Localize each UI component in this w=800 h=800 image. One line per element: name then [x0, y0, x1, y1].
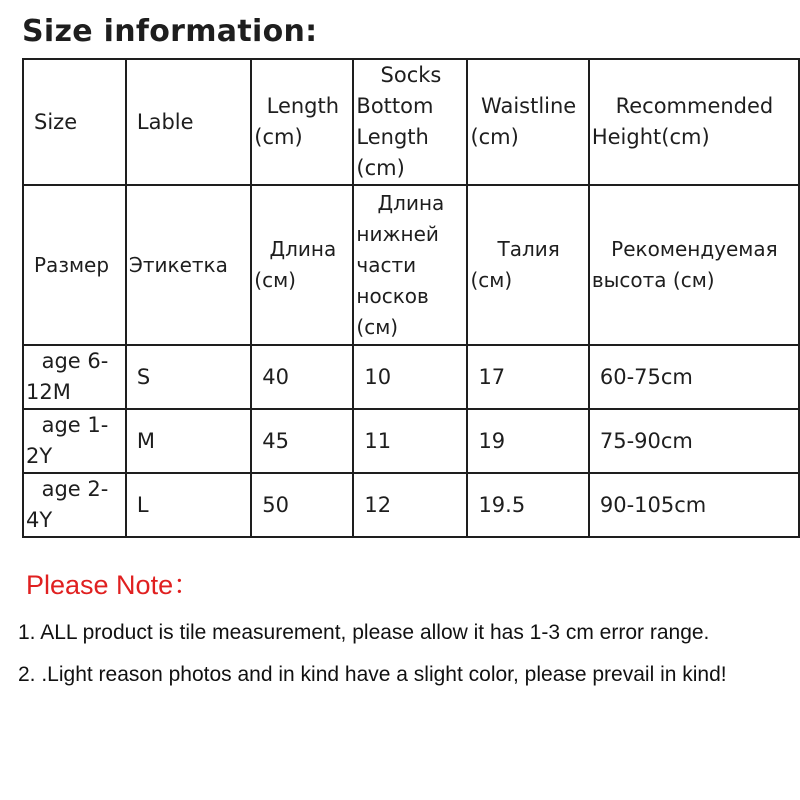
row-label: L [126, 473, 251, 537]
row-socks: 11 [353, 409, 467, 473]
note-title: Please Note： [26, 570, 201, 600]
table-row [23, 409, 799, 473]
row-waist: 19 [467, 409, 588, 473]
page-title: Size information: [22, 14, 318, 49]
header-ru-size [23, 185, 126, 345]
header-ru-socks-line: Длина [377, 190, 445, 215]
header-height [589, 59, 799, 185]
header-socks-line: (cm) [356, 156, 405, 180]
row-length: 45 [251, 409, 353, 473]
header-ru-size-text: Размер [34, 252, 110, 277]
header-length-line: (cm) [254, 125, 303, 149]
table-row [23, 345, 799, 409]
row-height: 75-90cm [589, 409, 799, 473]
row-label: M [126, 409, 251, 473]
header-socks [353, 59, 467, 185]
row-age-line: age 6- [41, 349, 109, 373]
header-ru-socks-line: носков [356, 283, 429, 308]
row-label: S [126, 345, 251, 409]
header-waist [467, 59, 588, 185]
row-socks: 12 [353, 473, 467, 537]
row-age [23, 345, 126, 409]
size-table [22, 58, 800, 538]
header-ru-length [251, 185, 353, 345]
header-socks-line: Socks [380, 63, 442, 87]
header-ru-socks-line: (см) [356, 314, 399, 339]
header-label-text: Lable [136, 109, 194, 134]
header-ru-waist-line: (см) [470, 268, 513, 292]
header-ru-waist-line: Талия [497, 237, 560, 261]
header-ru-label-text: Этикетка [128, 252, 228, 277]
header-waist-line: (cm) [470, 125, 519, 149]
header-size-text: Size [34, 109, 78, 134]
row-socks: 10 [353, 345, 467, 409]
header-height-line: Height(cm) [591, 125, 710, 149]
header-label [126, 59, 251, 185]
note-line: 2. .Light reason photos and in kind have a slight color, please prevail in kind! [18, 663, 727, 686]
header-height-line: Recommended [615, 94, 774, 118]
row-height: 90-105cm [589, 473, 799, 537]
row-length: 50 [251, 473, 353, 537]
header-ru-height [589, 185, 799, 345]
table-header-row-ru [23, 185, 799, 345]
header-length-line: Length [266, 94, 340, 118]
row-age [23, 409, 126, 473]
header-ru-height-line: Рекомендуемая [611, 237, 778, 261]
table-row [23, 473, 799, 537]
header-ru-socks-line: нижней [356, 221, 439, 246]
row-length: 40 [251, 345, 353, 409]
note-line: 1. ALL product is tile measurement, please allow it has 1-3 cm error range. [18, 621, 710, 644]
row-age-line: age 1- [41, 413, 109, 437]
header-waist-line: Waistline [481, 94, 577, 118]
header-socks-line: Bottom [356, 94, 434, 118]
header-ru-height-line: высота (см) [591, 268, 715, 292]
row-waist: 19.5 [467, 473, 588, 537]
header-ru-socks-line: части [356, 252, 417, 277]
header-ru-length-line: Длина [269, 237, 337, 261]
header-ru-length-line: (см) [254, 268, 296, 292]
row-height: 60-75cm [589, 345, 799, 409]
header-ru-waist [467, 185, 588, 345]
note-body [18, 612, 788, 696]
header-size [23, 59, 126, 185]
table-header-row-en [23, 59, 799, 185]
row-age-line: 2Y [26, 444, 53, 468]
header-length [251, 59, 353, 185]
header-ru-socks [353, 185, 467, 345]
header-ru-label [126, 185, 251, 345]
row-age-line: age 2- [41, 477, 109, 501]
row-waist: 17 [467, 345, 588, 409]
row-age-line: 12M [26, 380, 71, 404]
row-age [23, 473, 126, 537]
header-socks-line: Length [356, 125, 429, 149]
row-age-line: 4Y [26, 508, 53, 532]
